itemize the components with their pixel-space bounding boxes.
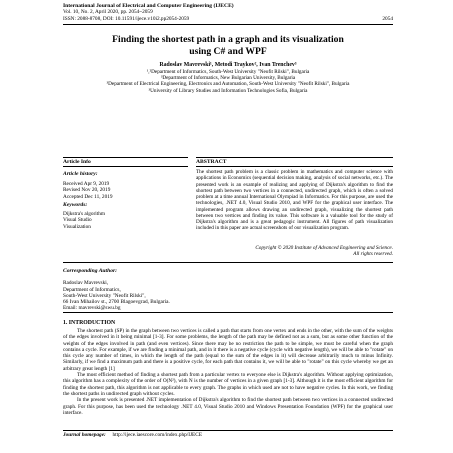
corresponding-line: Radoslav Mavrevski, xyxy=(63,280,109,287)
article-info-sub-rule xyxy=(63,166,188,167)
history-revised: Revised Nov 20, 2019 xyxy=(63,187,111,194)
corresponding-details xyxy=(63,280,263,311)
footer-url-link[interactable]: http://ijece.iaescore.com/index.php/IJECE xyxy=(112,432,203,438)
journal-footer xyxy=(63,432,393,438)
affiliation: ¹,²Department of Informatics, South-West University "Neofit Rilski", Bulgaria xyxy=(146,69,310,75)
introduction-paragraph: The most efficient method of finding a shortest path from a particular vertex to everyone else is Dijkstra's algorithm. Without applying optimization, this algorithm has a complexity of the order of O(N²), with N is the number of vertices in a given graph [1-3]. Although it is the most efficient algorithm for finding the shortest path, this algorithm is not applicable to every graph. The graphs in which used are not to have negative cycles. In this work, we finding the shortest paths in undirected graph without cycles. xyxy=(63,372,393,397)
abstract-sub-rule xyxy=(196,166,393,167)
introduction-body xyxy=(63,328,393,416)
journal-issn: ISSN: 2088-8708, DOI: 10.11591/ijece.v10i2.pp2054-2059 xyxy=(63,15,190,22)
introduction-paragraph: In the present work is presented .NET implementation of Dijkstra's algorithm to find the shortest path between two vertices in a connected undirected graph. For this purpose, has been used the technology .NET 4.0, Visual Studio 2010 and Windows Presentation Foundation (WPF) for the graphical user interface. xyxy=(63,397,393,416)
history-accepted: Accepted Dec 11, 2019 xyxy=(63,193,113,200)
paper-title-line2: using C# and WPF xyxy=(189,45,267,57)
journal-volume: Vol. 10, No. 2, April 2020, pp. 2054~2059 xyxy=(63,9,153,16)
header-divider xyxy=(63,24,393,25)
corresponding-bottom-rule xyxy=(63,312,393,313)
keywords-list xyxy=(63,211,105,230)
abstract-heading: ABSTRACT xyxy=(196,159,227,165)
corresponding-heading: Corresponding Author: xyxy=(63,268,118,274)
affiliation: ³University of Library Studies and Information Technologies Sofia, Bulgaria xyxy=(148,87,308,94)
history-received: Received Apr 9, 2019 xyxy=(63,181,110,187)
corresponding-line: 66 Ivan Mihailov st., 2700 Blagoevgrad, Bulgaria. xyxy=(63,299,170,306)
introduction-heading: 1. INTRODUCTION xyxy=(63,320,116,326)
corresponding-author xyxy=(63,268,263,311)
copyright-line: Copyright © 2020 Institute of Advanced Engineering and Science. xyxy=(255,245,393,251)
article-history xyxy=(63,181,113,200)
corresponding-email: Email: mavrevski@swu.bg xyxy=(63,305,121,312)
article-info-top-rule xyxy=(63,157,188,158)
keyword: Visualization xyxy=(63,223,91,230)
footer-rule xyxy=(63,430,393,431)
abstract-top-rule xyxy=(196,157,393,158)
affiliation: ³Department of Electrical Engineering, Electronics and Automation, South-West University "Neofit Rilski", Bulgaria xyxy=(106,81,350,88)
journal-header xyxy=(63,3,393,22)
article-info-heading: Article Info xyxy=(63,159,91,165)
paper-title xyxy=(63,34,393,57)
page-number: 2054 xyxy=(382,15,393,22)
article-history-heading: Article history: xyxy=(63,171,98,177)
abstract-text: The shortest path problem is a classic problem in mathematics and computer science with applications in Economics (sequential decision making, analysis of social networks, etc.). The presented work is an example of realizing and applying of Dijkstra's algorithm to find the shortest path between two vertices in a connected, undirected graph, which is often a solved problem at a time annual International Olympiad in Informatics. For this purpose, are used the technologies, .NET 4.0, Visual Studio 2010, and WPF for the graphical user interface. The implemented program allows drawing an undirected graph, visualizing the shortest path between two vertices and finding its value. This software is a valuable tool for the study of Dijkstra's algorithm and is a great pedagogic instrument. All figures of path visualization included in this paper are actual screenshots of our visualization program. xyxy=(196,169,393,232)
keyword: Visual Studio xyxy=(63,217,92,224)
footer-label: Journal homepage: xyxy=(63,432,106,438)
paper-affiliations xyxy=(63,69,393,94)
corresponding-line: Department of Informatics, xyxy=(63,286,121,293)
journal-issn-row xyxy=(63,16,393,22)
introduction-paragraph: The shortest path (SP) in the graph between two vertices is called a path that starts from one vertex and ends in the other, with the sum of the weights of the edges involved in it being minimal [1-3]. For some problems, the length of the path may be defined not as a sum, but as some other function of the weights of the edges involved in path (and even vertices). Since there may be no restriction the path to be simple, we must be careful when the graph contains a cycle. For example, if we are finding a minimal path, and in it there is a negative cycle (cycle with negative length), we will be able to "rotate" on this cycle any number of times, in which the length of the path (equal to the sum of the edges in it) will decrease arbitrarily much to minus Infinity. Similarly, if we find a maximum path and there is a positive cycle, for each path that contains it, we will be able to "rotate" on this cycle whereby we get an arbitrary great length [1] xyxy=(63,328,393,372)
keywords-heading: Keywords: xyxy=(63,202,88,208)
journal-name: International Journal of Electrical and Computer Engineering (IJECE) xyxy=(63,3,234,9)
abstract-bottom-rule xyxy=(63,262,393,263)
paper-title-line1: Finding the shortest path in a graph and its visualization xyxy=(112,34,344,45)
paper-authors: Radoslav Mavrevski¹, Metodi Traykov², Ivan Trenchev³ xyxy=(159,62,297,68)
keyword: Dijkstra's algorithm xyxy=(63,211,106,217)
affiliation: ³Department of Informatics, New Bulgarian University, Bulgaria xyxy=(160,75,296,82)
corresponding-line: South-West University "Neofit Rilski", xyxy=(63,292,146,299)
copyright-notice xyxy=(196,245,393,257)
rights-line: All rights reserved. xyxy=(353,251,393,258)
